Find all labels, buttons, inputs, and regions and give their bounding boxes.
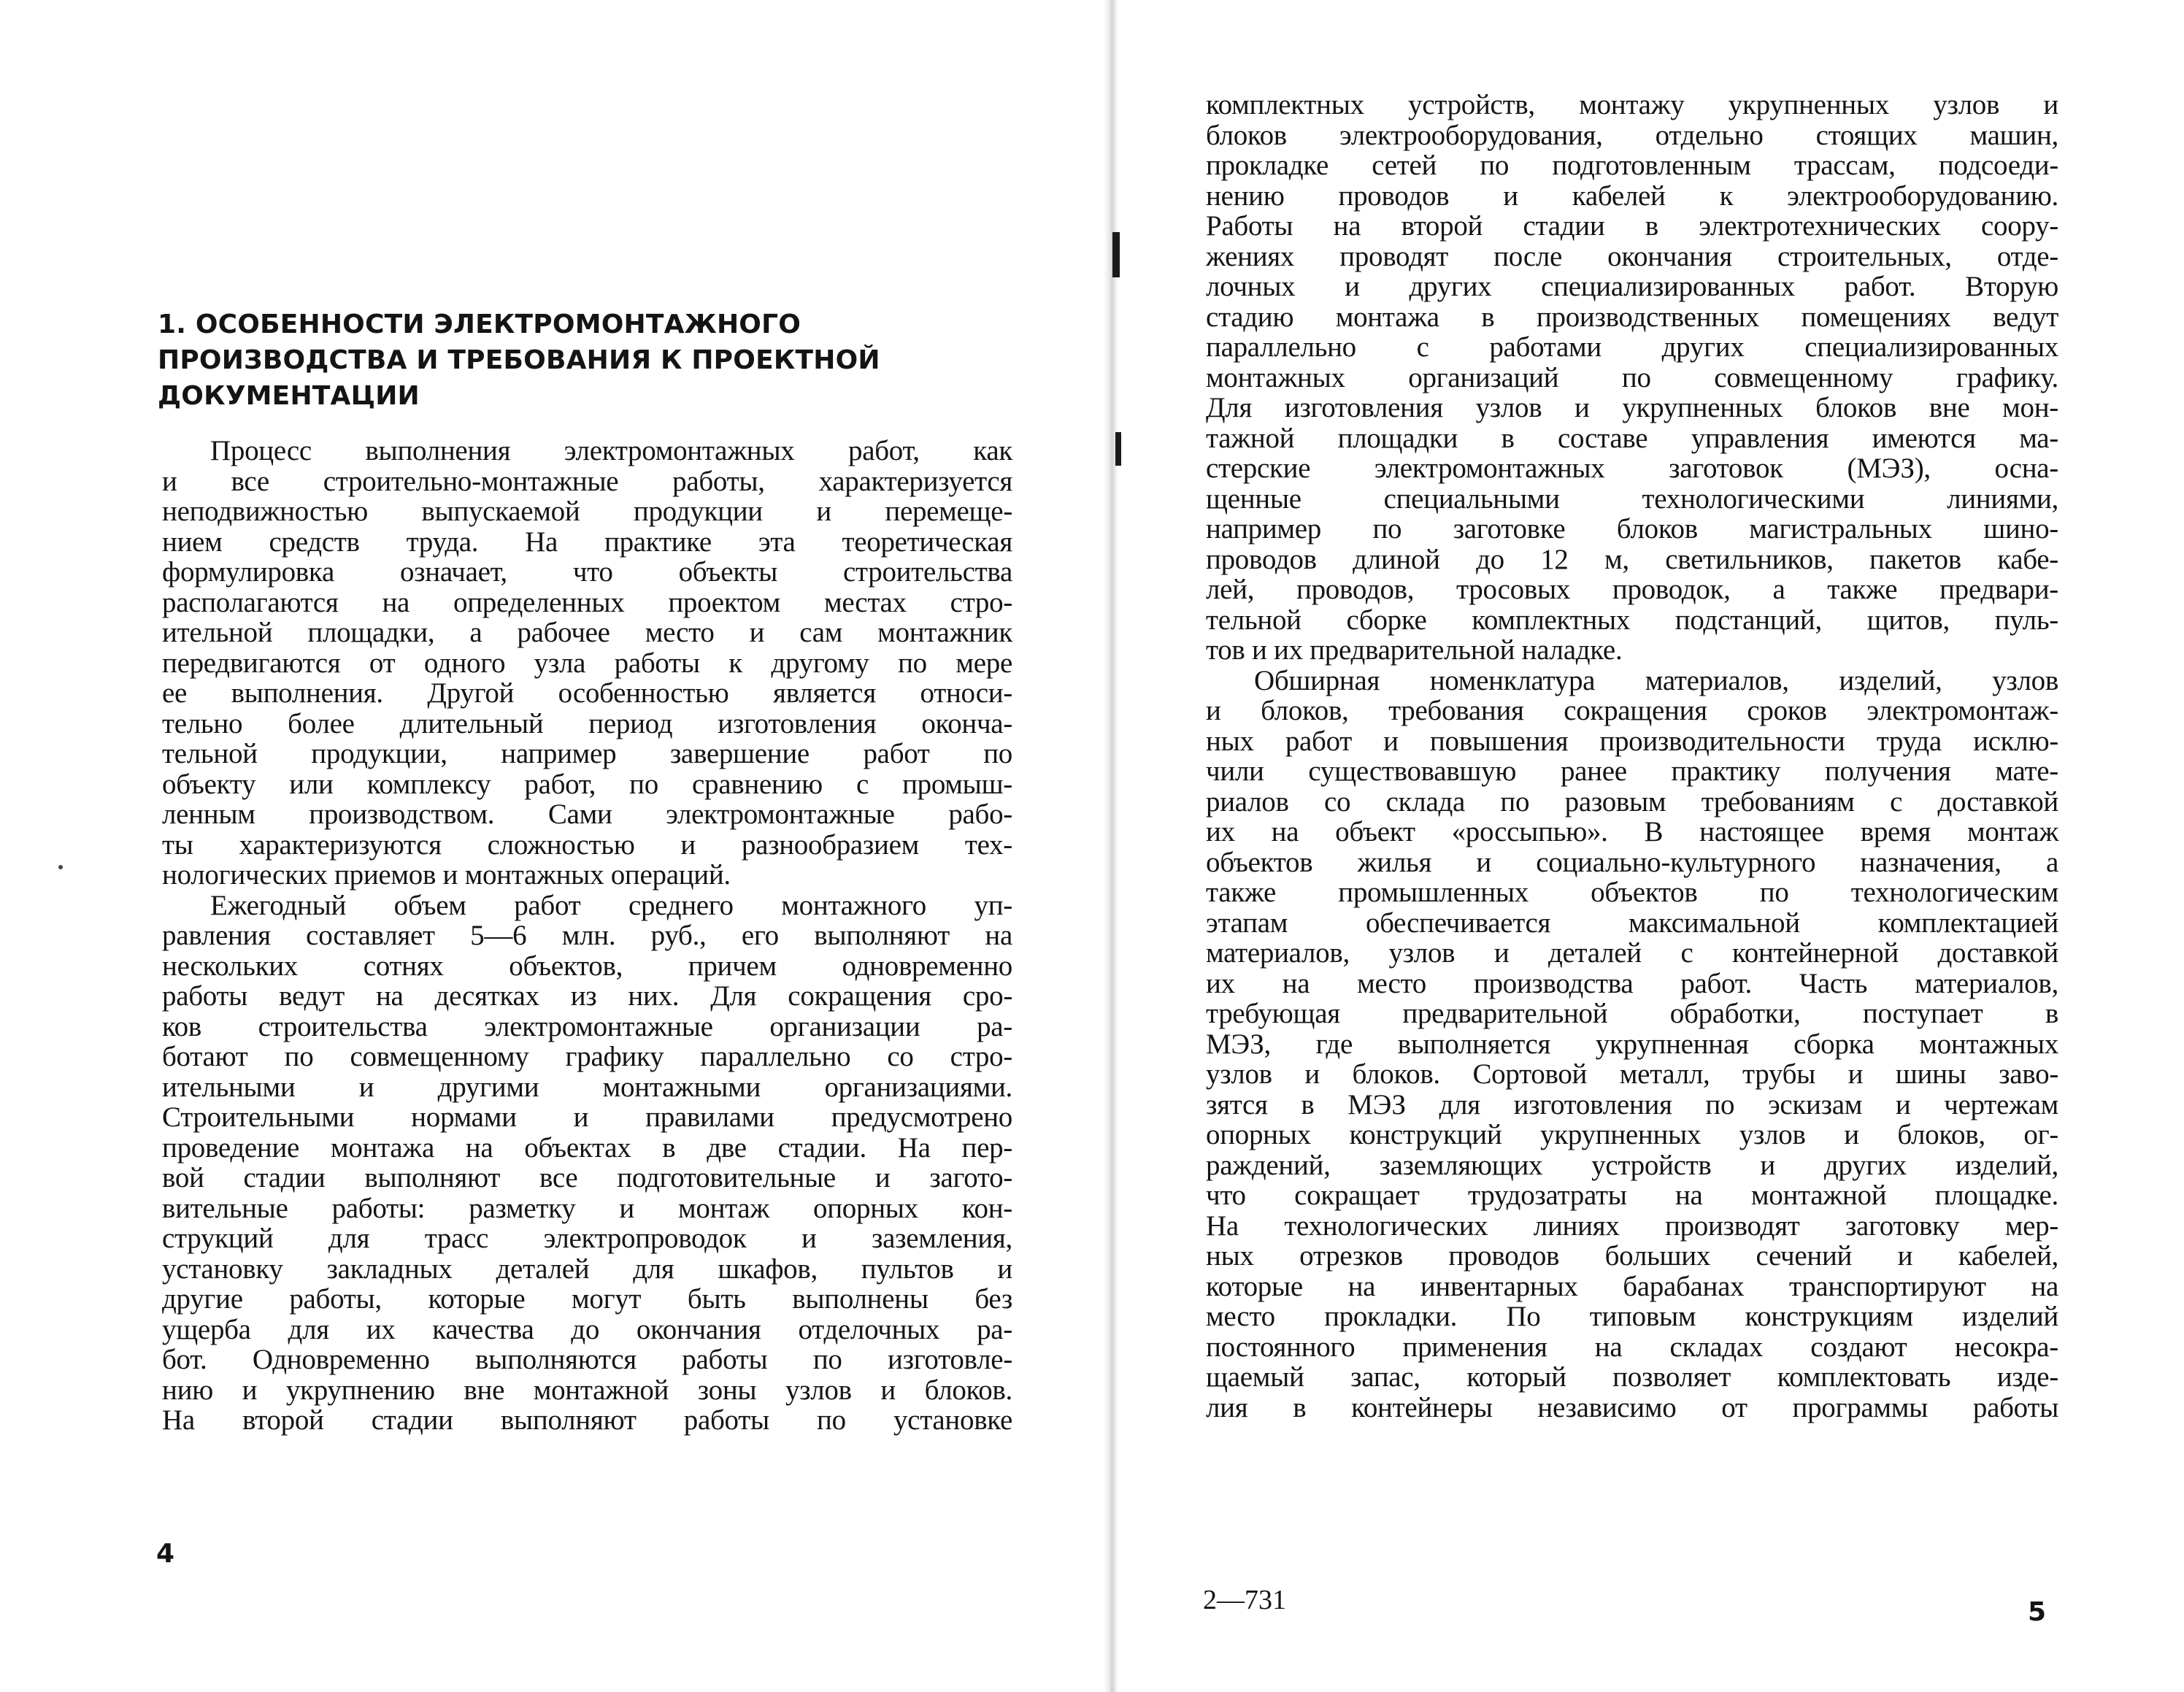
text-line: блоков электрооборудования, отдельно стоящих машин,: [1206, 119, 2058, 151]
left-body-text: [162, 436, 1012, 1436]
text-line: узлов и блоков. Сортовой металл, трубы и шины заво-: [1206, 1058, 2058, 1090]
text-line: ных работ и повышения производительности труда исклю-: [1206, 725, 2058, 757]
text-line: лия в контейнеры независимо от программы работы: [1206, 1391, 2058, 1423]
text-line: Процесс выполнения электромонтажных работ, как: [210, 435, 1012, 466]
text-line: тельно более длительный период изготовления оконча-: [162, 707, 1012, 739]
text-line: нологических приемов и монтажных операций.: [162, 859, 731, 891]
heading-line: ПРОИЗВОДСТВА И ТРЕБОВАНИЯ К ПРОЕКТНОЙ: [158, 345, 880, 375]
text-line: тельной сборке комплектных подстанций, щитов, пуль-: [1206, 604, 2058, 636]
text-line: этапам обеспечивается максимальной комплектацией: [1206, 907, 2058, 939]
text-line: монтажных организаций по совмещенному графику.: [1206, 361, 2058, 393]
text-line: их на место производства работ. Часть материалов,: [1206, 967, 2058, 999]
text-line: тажной площадки в составе управления имеются ма-: [1206, 422, 2058, 454]
text-line: место прокладки. По типовым конструкциям изделий: [1206, 1301, 2058, 1332]
text-line: параллельно с работами других специализированных: [1206, 331, 2058, 363]
text-line: ты характеризуются сложностью и разнообразием тех-: [162, 828, 1012, 861]
text-line: материалов, узлов и деталей с контейнерной доставкой: [1206, 937, 2058, 969]
text-line: нескольких сотнях объектов, причем одновременно: [162, 950, 1012, 982]
text-line: лочных и других специализированных работ. Вторую: [1206, 271, 2058, 302]
text-line: требующая предварительной обработки, поступает в: [1206, 998, 2058, 1029]
text-line: опорных конструкций укрупненных узлов и блоков, ог-: [1206, 1119, 2058, 1150]
text-line: ительными и другими монтажными организациями.: [162, 1071, 1012, 1103]
page-number: 4: [156, 1539, 175, 1569]
text-line: тов и их предварительной наладке.: [1206, 634, 1623, 666]
page-number: 5: [2028, 1597, 2047, 1627]
text-line: стадию монтажа в производственных помещениях ведут: [1206, 301, 2058, 333]
text-line: вительные работы: разметку и монтаж опорных кон-: [162, 1192, 1012, 1224]
text-line: жениях проводят после окончания строительных, отде-: [1206, 240, 2058, 272]
section-heading: [158, 307, 902, 414]
text-line: нием средств труда. На практике эта теоретическая: [162, 526, 1012, 558]
text-line: Обширная номенклатура материалов, изделий, узлов: [1254, 664, 2058, 696]
text-line: вой стадии выполняют все подготовительные и загото-: [162, 1162, 1012, 1193]
text-line: Ежегодный объем работ среднего монтажного уп-: [210, 889, 1012, 921]
text-line: МЭЗ, где выполняется укрупненная сборка монтажных: [1206, 1028, 2058, 1060]
text-line: их на объект «россыпью». В настоящее время монтаж: [1206, 816, 2058, 847]
text-line: постоянного применения на складах создают несокра-: [1206, 1331, 2058, 1363]
text-line: риалов со склада по разовым требованиям с доставкой: [1206, 785, 2058, 818]
text-line: прокладке сетей по подготовленным трассам, подсоеди-: [1206, 150, 2058, 181]
text-line: ительной площадки, а рабочее место и сам монтажник: [162, 617, 1012, 648]
text-line: На второй стадии выполняют работы по установке: [162, 1404, 1012, 1436]
text-line: ущерба для их качества до окончания отделочных ра-: [162, 1313, 1012, 1345]
text-line: что сокращает трудозатраты на монтажной площадке.: [1206, 1180, 2058, 1211]
text-line: зятся в МЭЗ для изготовления по эскизам и чертежам: [1206, 1088, 2058, 1120]
text-line: проводов длиной до 12 м, светильников, пакетов кабе-: [1206, 543, 2058, 575]
text-line: ботают по совмещенному графику параллельно со стро-: [162, 1041, 1012, 1072]
text-line: другие работы, которые могут быть выполнены без: [162, 1283, 1012, 1315]
text-line: лей, проводов, тросовых проводок, а также предвари-: [1206, 574, 2058, 605]
text-line: щаемый запас, который позволяет комплектовать изде-: [1206, 1361, 2058, 1393]
text-line: Для изготовления узлов и укрупненных блоков вне мон-: [1206, 392, 2058, 423]
text-line: располагаются на определенных проектом местах стро-: [162, 586, 1012, 618]
text-line: и все строительно-монтажные работы, характеризуется: [162, 465, 1012, 497]
text-line: Работы на второй стадии в электротехнических соору-: [1206, 210, 2058, 242]
text-line: нению проводов и кабелей к электрооборудованию.: [1206, 180, 2058, 212]
text-line: ленным производством. Сами электромонтажные рабо-: [162, 799, 1012, 830]
text-line: ных отрезков проводов больших сечений и кабелей,: [1206, 1240, 2058, 1272]
text-line: струкций для трасс электропроводок и заземления,: [162, 1223, 1012, 1254]
text-line: раждений, заземляющих устройств и других изделий,: [1206, 1149, 2058, 1181]
text-line: ков строительства электромонтажные организации ра-: [162, 1010, 1012, 1042]
text-line: нию и укрупнению вне монтажной зоны узлов и блоков.: [162, 1374, 1012, 1406]
text-line: объектов жилья и социально-культурного назначения, а: [1206, 846, 2058, 878]
text-line: объекту или комплексу работ, по сравнению с промыш-: [162, 768, 1012, 800]
text-line: комплектных устройств, монтажу укрупненных узлов и: [1206, 89, 2058, 120]
text-line: тельной продукции, например завершение работ по: [162, 738, 1012, 769]
text-line: ее выполнения. Другой особенностью является относи-: [162, 677, 1012, 709]
text-line: щенные специальными технологическими линиями,: [1206, 482, 2058, 515]
text-line: чили существовавшую ранее практику получения мате-: [1206, 755, 2058, 787]
heading-line: 1. ОСОБЕННОСТИ ЭЛЕКТРОМОНТАЖНОГО: [158, 309, 801, 339]
text-line: передвигаются от одного узла работы к другому по мере: [162, 647, 1012, 679]
text-line: проведение монтажа на объектах в две стадии. На пер-: [162, 1131, 1012, 1164]
text-line: неподвижностью выпускаемой продукции и перемеще-: [162, 496, 1012, 527]
text-line: бот. Одновременно выполняются работы по изготовле-: [162, 1344, 1012, 1375]
heading-line: ДОКУМЕНТАЦИИ: [158, 381, 420, 411]
text-line: также промышленных объектов по технологическим: [1206, 877, 2058, 908]
text-line: формулировка означает, что объекты строительства: [162, 556, 1012, 588]
right-page: [1117, 0, 2184, 1692]
text-line: например по заготовке блоков магистральных шино-: [1206, 513, 2058, 545]
text-line: Строительными нормами и правилами предусмотрено: [162, 1101, 1012, 1133]
text-line: стерские электромонтажных заготовок (МЭЗ), осна-: [1206, 453, 2058, 484]
text-line: равления составляет 5—6 млн. руб., его выполняют на: [162, 920, 1012, 951]
text-line: На технологических линиях производят заготовку мер-: [1206, 1210, 2058, 1242]
right-body-text: [1206, 90, 2058, 1423]
text-line: и блоков, требования сокращения сроков электромонтаж-: [1206, 695, 2058, 726]
text-line: которые на инвентарных барабанах транспортируют на: [1206, 1270, 2058, 1302]
print-speck: [58, 865, 63, 869]
text-line: установку закладных деталей для шкафов, пультов и: [162, 1253, 1012, 1285]
text-line: работы ведут на десятках из них. Для сокращения сро-: [162, 980, 1012, 1012]
printer-signature: 2—731: [1203, 1585, 1286, 1615]
